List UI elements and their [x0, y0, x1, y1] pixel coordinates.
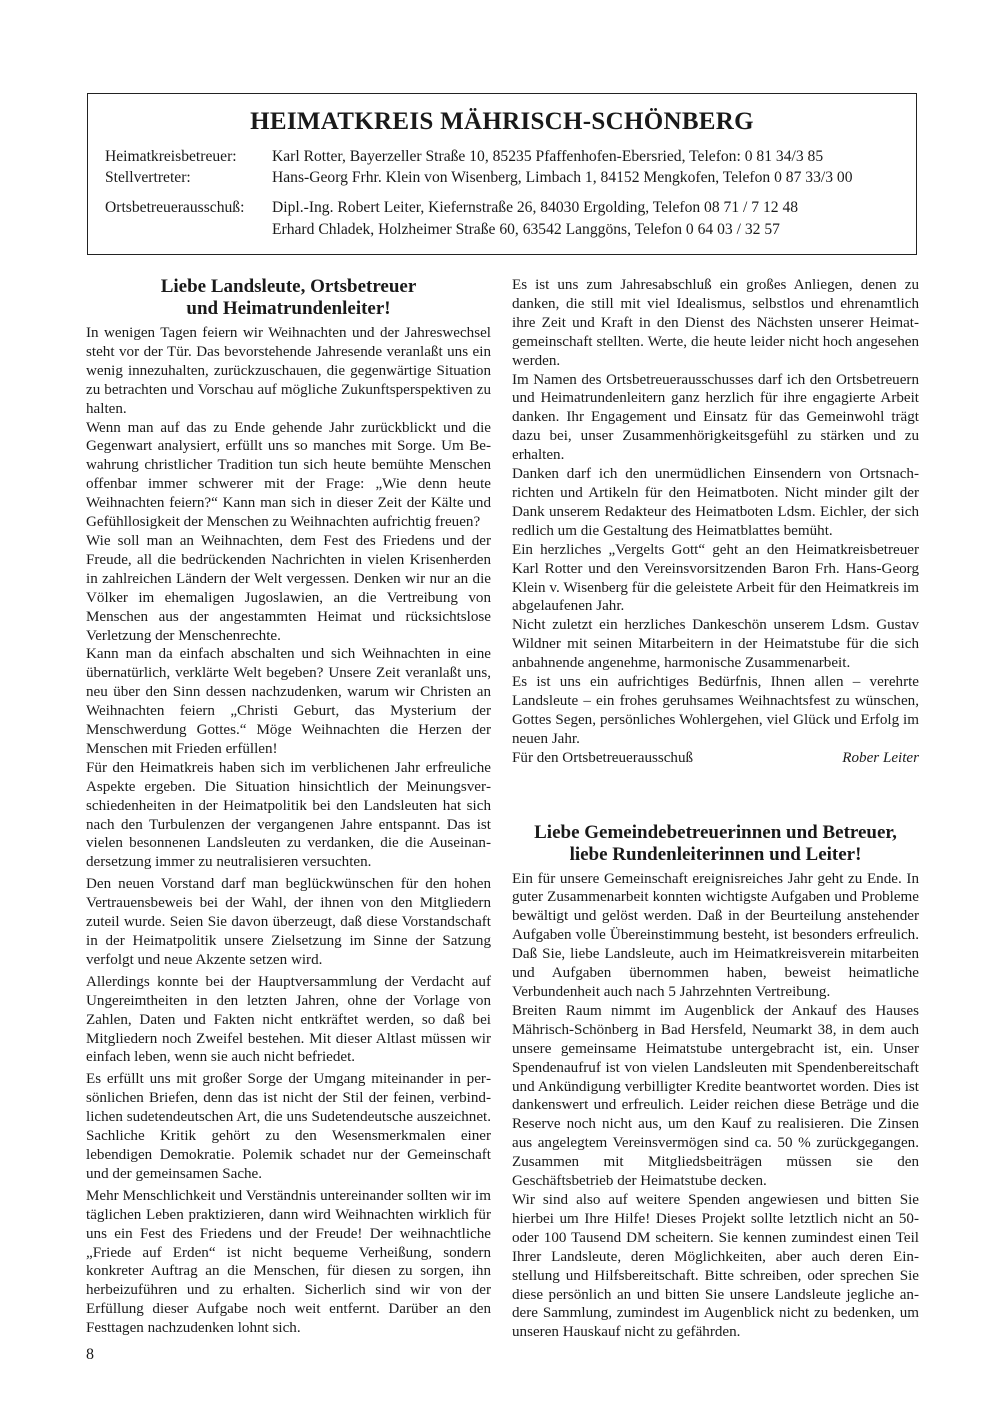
- article1-paragraph: Den neuen Vorstand darf man beglückwünschen für den hohen Vertrauensbeweis bei der Wahl, der ihnen von den Mitgliedern zuteil wurde. Seien Sie davon überzeugt, daß diese Vorstandschaft in der Heimatpolitik unsere Zielsetzung im Sinne der Satzung verfolgt und neue Akzente setzen wird.: [86, 876, 491, 968]
- header-value-ortsbetreuer-1: Dipl.-Ing. Robert Leiter, Kiefernstraße 26, 84030 Ergolding, Telefon 08 71 / 7 12 48: [272, 199, 799, 216]
- signature-name: Rober Leiter: [842, 749, 919, 766]
- article2-paragraph: Breiten Raum nimmt im Augenblick der Ankauf des Hauses Mährisch-Schönberg in Bad Hersfeld, Neumarkt 38, in dem auch unsere gemeinsame Heimatstube untergebracht ist, ein. Unser Spendenaufruf ist von vielen Landsleuten mit Spendenbereitschaft und Ankündigung verbilligter Kredite beantwortet worden. Dies ist dankenswert und erfreulich. Leider reichen diese Beträge und die Reserve noch nicht aus, um den Kauf zu realisieren. Die Zinsen aus angelegtem Vereinsvermögen sind ca. 50 % zurückgegangen. Zusammen mit Mitgliedsbeiträgen müssen sie den Geschäftsbetrieb der Heimatstube decken.: [512, 1002, 919, 1190]
- header-label-ortsbetreuer: Ortsbetreuerausschuß:: [105, 199, 245, 216]
- article2-title-line2: liebe Rundenleiterinnen und Leiter!: [569, 843, 862, 865]
- header-label-betreuer: Heimatkreisbetreuer:: [105, 148, 237, 165]
- page-title: HEIMATKREIS MÄHRISCH-SCHÖNBERG: [250, 108, 754, 135]
- article1-paragraph: In wenigen Tagen feiern wir Weihnachten und der Jahreswechsel steht vor der Tür. Das bevorstehende Jahresende veranlaßt uns ein wenig innezuhalten, zurückzuschauen, die gegenwärtige Situation zu betrachten und Vorschau auf mögliche Zukunftsperspektiven zu halten.: [86, 325, 491, 417]
- header-box: [87, 93, 917, 255]
- article1-paragraph: Wie soll man an Weihnachten, dem Fest des Friedens und der Freude, all die bedrückenden Nachrichten in vielen Krisenherden in zahlreichen Ländern der Welt vergessen. Denken wir nur an die Völker im ehemaligen Jugoslawien, an die Vertreibung von Menschen aus der angestammten Heimat und rücksichtslose Verletzung der Menschenrechte.: [86, 532, 491, 644]
- article1-continued-paragraph: Nicht zuletzt ein herzliches Dankeschön unserem Ldsm. Gustav Wildner mit seinen Mitarbeitern in der Heimatstube für die sich anbahnende angenehme, harmonische Zusammenarbeit.: [512, 617, 919, 672]
- article2-title-line1: Liebe Gemeindebetreuerinnen und Betreuer,: [534, 821, 897, 843]
- article1-paragraph: Allerdings konnte bei der Hauptversammlung der Verdacht auf Ungereimtheiten in den letzten Jahren, ohne der Vorlage von Zahlen, Daten und Fakten nicht entkräftet werden, so daß bei Mitgliedern noch Zweifel bestehen. Mit dieser Altlast müssen wir einfach leben, wenn sie auch nicht befriedet.: [86, 973, 491, 1066]
- header-value-ortsbetreuer-2: Erhard Chladek, Holzheimer Straße 60, 63542 Langgöns, Telefon 0 64 03 / 32 57: [272, 221, 780, 238]
- header-label-stellvertreter: Stellvertreter:: [105, 169, 191, 186]
- page-number: 8: [86, 1346, 94, 1363]
- article1-paragraph: Kann man da einfach abschalten und sich Weihnachten in eine übernatürlich, verklärte Welt begeben? Unsere Zeit veranlaßt uns, neu über den Sinn dessen nachzudenken, warum wir Christen an Weihnachten feiern „Christi Geburt, das Mysterium der Menschwerdung Gottes.“ Möge Weihnachten die Herzen der Menschen mit Frieden erfüllen!: [86, 646, 491, 757]
- article2-paragraph: Wir sind also auf weitere Spenden angewiesen und bitten Sie hierbei um Ihre Hilfe! Dieses Projekt sollte letztlich nicht an 50- oder 100 Tausend DM scheitern. Sie kennen zumindest einen Teil Ihrer Landsleute, deren Möglichkeiten, aber auch deren Einstellung und Hilfsbereitschaft. Bitte schreiben, oder sprechen Sie diese persönlich an und bitten Sie unsere Landsleute jegliche andere Sammlung, zumindest im Augenblick nicht zu bedenken, um unseren Hauskauf nicht zu gefährden.: [512, 1191, 919, 1341]
- article1-paragraph: Mehr Menschlichkeit und Verständnis untereinander sollten wir im täglichen Leben praktizieren, dann wird Weihnachten wirklich für uns ein Fest des Friedens und der Freude! Der weihnachtliche „Friede auf Erden“ ist nicht bequeme Verheißung, sondern konkreter Auftrag an die Menschen, für diesen zu sorgen, ihn herbeizuführen und zu erhalten. Sicherlich sind wir von der Erfüllung dieser Aufgabe noch weit entfernt. Darüber an den Festtagen nachzudenken lohnt sich.: [86, 1187, 491, 1337]
- article1-signature: [512, 749, 919, 768]
- article1-continued-paragraph: Danken darf ich den unermüdlichen Einsendern von Ortsnachrichten und Artikeln für den Heimatboten. Nicht minder gilt der Dank unserem Redakteur des Heimatboten Ldsm. Eichler, der sich redlich um die Gestaltung des Heimatblattes bemüht.: [512, 466, 919, 539]
- article1-paragraph: Es erfüllt uns mit großer Sorge der Umgang miteinander in persönlichen Briefen, denn das ist nicht der Stil der feinen, verbindlichen sudetendeutschen Art, die uns Sudetendeutsche auszeichnet. Sachliche Kritik gehört zu den Wesensmerkmalen einer lebendigen Demokratie. Polemik schadet nur der Gemeinschaft und der gemeinsamen Sache.: [86, 1071, 491, 1182]
- article1-continued-paragraph: Im Namen des Ortsbetreuerausschusses darf ich den Ortsbetreuern und Heimatrundenleitern ganz herzlich für ihre engagierte Arbeit danken. Ihr Engagement und Einsatz für das Gemeinwohl trägt dazu bei, unser Zusammenhörigkeitsgefühl zu stärken und zu erhalten.: [512, 371, 919, 464]
- article1-paragraph: Für den Heimatkreis haben sich im verblichenen Jahr erfreuliche Aspekte ergeben. Die Situation hinsichtlich der Meinungsverschiedenheiten in der Heimatpolitik bei den Landsleuten hat sich nach den Turbulenzen der vergangenen Jahre entspannt. Das ist vielen besonnenen Landsleuten zu verdanken, die die Auseinandersetzung immer zu neutralisieren versuchten.: [86, 759, 491, 871]
- header-value-betreuer: Karl Rotter, Bayerzeller Straße 10, 85235 Pfaffenhofen-Ebersried, Telefon: 0 81 34/3 85: [272, 148, 824, 165]
- article2-paragraph: Ein für unsere Gemeinschaft ereignisreiches Jahr geht zu Ende. In guter Zusammenarbeit konnten wichtigste Aufgaben und Probleme bewältigt und gelöst werden. Daß in der Beurteilung anstehender Aufgaben volle Übereinstimmung besteht, ist besonders erfreulich. Daß Sie, liebe Landsleute, auch im Heimatkreisverein mitarbeiten und Aufgaben übernommen haben, beweist heimatliche Verbundenheit auch nach 5 Jahrzehnten Vertreibung.: [512, 870, 919, 1000]
- header-value-stellvertreter: Hans-Georg Frhr. Klein von Wisenberg, Limbach 1, 84152 Mengkofen, Telefon 0 87 33/3 00: [272, 169, 853, 186]
- article1-title-line2: und Heimatrundenleiter!: [186, 298, 391, 319]
- article1-continued-paragraph: Es ist uns ein aufrichtiges Bedürfnis, Ihnen allen – verehrte Landsleute – ein frohes geruhsames Weihnachtsfest zu wünschen, Gottes Segen, persönliches Wohlergehen, viel Glück und Erfolg im neuen Jahr.: [512, 674, 919, 747]
- left-column: [86, 276, 491, 1338]
- article1-continued-paragraph: Es ist uns zum Jahresabschluß ein großes Anliegen, denen zu danken, die still mit viel Idealismus, selbstlos und ehrenamtlich ihre Zeit und Kraft in den Dienst des Nächsten unserer Heimatgemeinschaft stellten. Werte, die heute leider nicht hoch angesehen werden.: [512, 277, 919, 369]
- signature-label: Für den Ortsbetreuerausschuß: [512, 749, 694, 766]
- right-column: [512, 276, 919, 1342]
- article1-continued-paragraph: Ein herzliches „Vergelts Gott“ geht an den Heimatkreisbetreuer Karl Rotter und den Vereinsvorsitzenden Baron Frh. Hans-Georg Klein v. Wisenberg für die geleistete Arbeit für den Heimatkreis im abgelaufenen Jahr.: [512, 541, 919, 615]
- article2-title: [512, 822, 919, 866]
- article1-paragraph: Wenn man auf das zu Ende gehende Jahr zurückblickt und die Gegenwart analysiert, erfüllt uns so manches mit Sorge. Um Bewahrung christlicher Tradition tun sich heute bemühte Menschen offenbar immer schwerer mit der Frage: „Wie denn heute Weihnachten feiern?“ Kann man sich in dieser Zeit der Kälte und Gefühllosigkeit der Menschen zu Weihnachten aufrichtig freuen?: [86, 419, 491, 531]
- article1-title-line1: Liebe Landsleute, Ortsbetreuer: [160, 276, 417, 297]
- article1-title: [86, 276, 491, 320]
